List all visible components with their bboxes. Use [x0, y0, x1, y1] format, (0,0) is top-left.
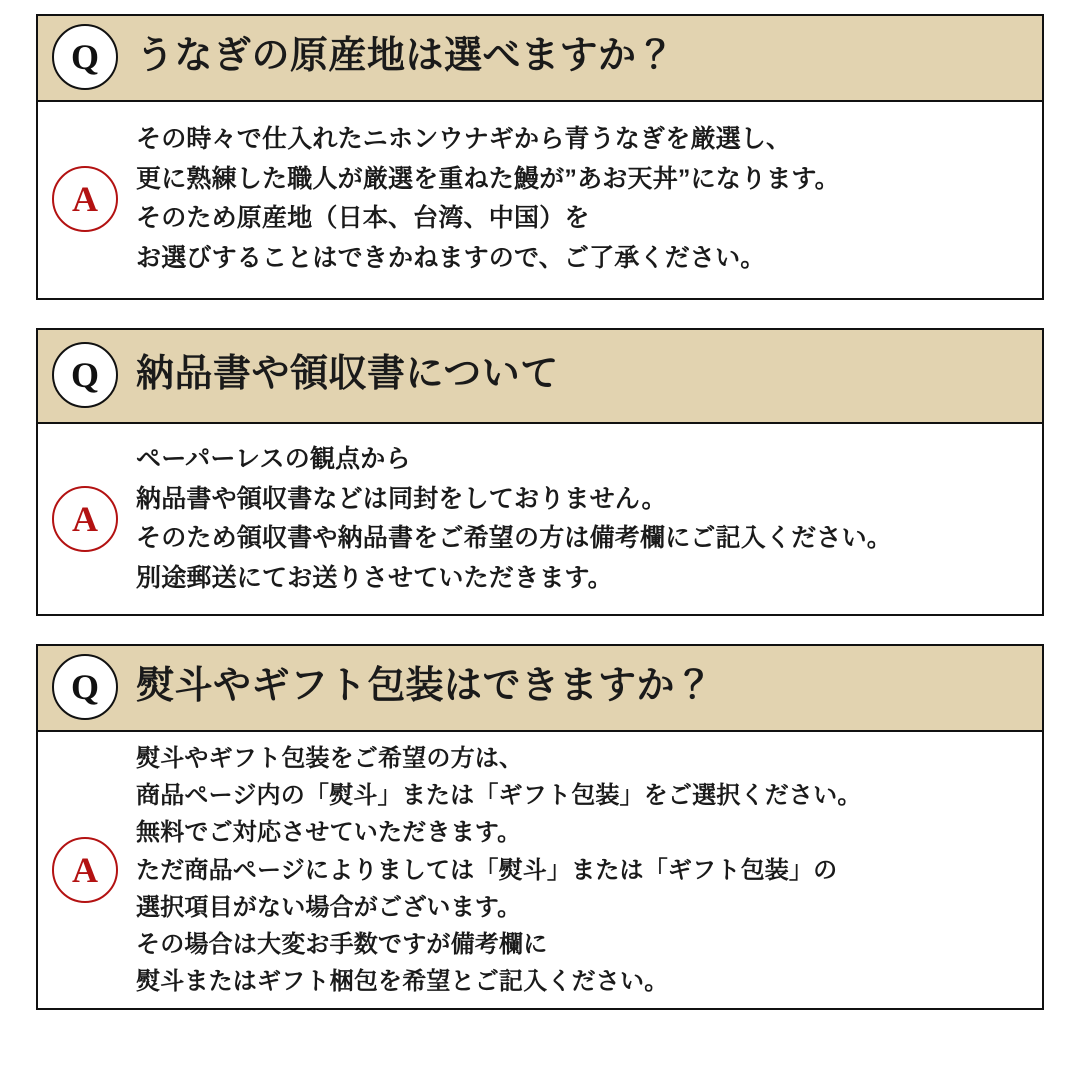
faq-question-text: 納品書や領収書について [136, 353, 559, 396]
faq-item [36, 328, 1044, 616]
faq-answer-row [38, 424, 1042, 614]
answer-line: 更に熟練した職人が厳選を重ねた鰻が”あお天丼”になります。 [136, 164, 840, 193]
answer-line: そのため領収書や納品書をご希望の方は備考欄にご記入ください。 [136, 524, 893, 552]
answer-line: 選択項目がない場合がございます。 [136, 893, 522, 921]
faq-answer-row [38, 102, 1042, 298]
answer-line: 熨斗またはギフト梱包を希望とご記入ください。 [136, 968, 669, 996]
answer-line: 熨斗やギフト包装をご希望の方は、 [136, 745, 524, 772]
faq-answer-text [136, 120, 840, 278]
faq-answer-text [136, 440, 892, 598]
faq-answer-row [38, 732, 1042, 1008]
answer-line: その時々で仕入れたニホンウナギから青うなぎを厳選し、 [136, 125, 792, 153]
faq-item [36, 644, 1044, 1010]
answer-line: ただ商品ページによりましては「熨斗」または「ギフト包装」の [136, 856, 838, 884]
answer-line: そのため原産地（日本、台湾、中国）を [136, 204, 590, 232]
question-badge: Q [52, 24, 118, 90]
faq-question-row [38, 646, 1042, 732]
answer-line: お選びすることはできかねますので、ご了承ください。 [136, 243, 766, 272]
faq-question-text: うなぎの原産地は選べますか？ [136, 35, 676, 78]
question-badge: Q [52, 342, 118, 408]
answer-badge: A [52, 837, 118, 903]
faq-question-row [38, 16, 1042, 102]
answer-line: ペーパーレスの観点から [136, 445, 411, 473]
answer-badge: A [52, 166, 118, 232]
answer-badge-wrap [52, 486, 118, 552]
faq-question-text: 熨斗やギフト包装はできますか？ [136, 665, 714, 708]
answer-badge-wrap [52, 166, 118, 232]
answer-line: その場合は大変お手数ですが備考欄に [136, 930, 548, 958]
answer-badge: A [52, 486, 118, 552]
answer-line: 別途郵送にてお送りさせていただきます。 [136, 563, 613, 592]
faq-question-row [38, 330, 1042, 424]
question-badge: Q [52, 654, 118, 720]
answer-line: 納品書や領収書などは同封をしておりません。 [136, 484, 667, 513]
answer-line: 商品ページ内の「熨斗」または「ギフト包装」をご選択ください。 [136, 782, 862, 810]
answer-badge-wrap [52, 837, 118, 903]
faq-answer-text [136, 740, 862, 1000]
faq-item [36, 14, 1044, 300]
answer-line: 無料でご対応させていただきます。 [136, 819, 522, 847]
